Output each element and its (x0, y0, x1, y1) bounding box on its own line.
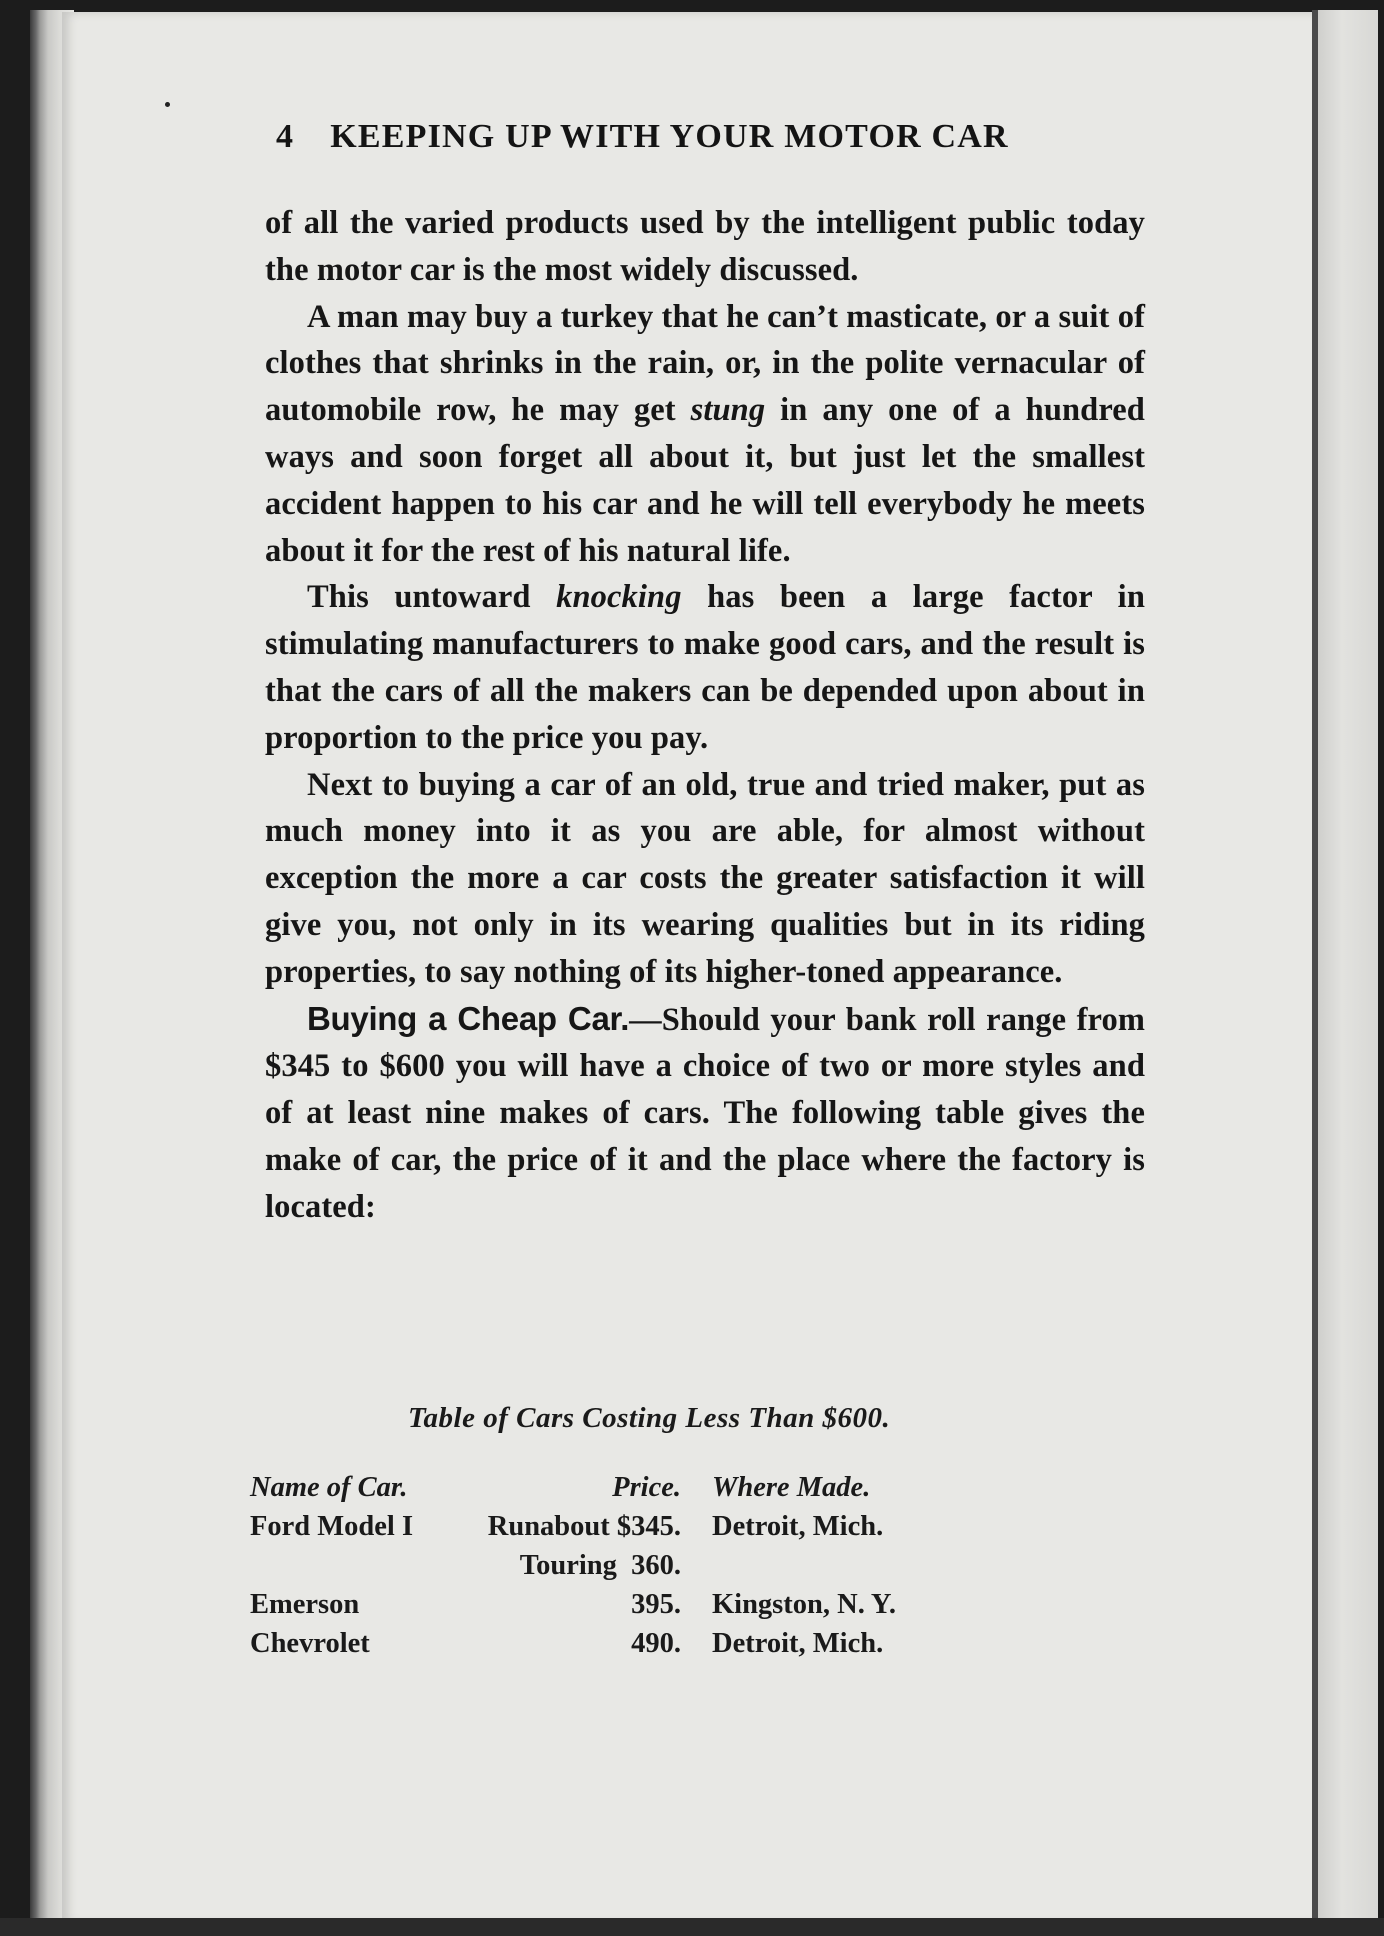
running-title: KEEPING UP WITH YOUR MOTOR CAR (330, 118, 1009, 155)
paragraph-3-italic: knocking (556, 579, 682, 616)
paragraph-1: of all the varied products used by the intelligent public today the motor car is the most widely discussed. (265, 205, 1145, 288)
car-where: Detroit, Mich. (712, 1511, 884, 1542)
paragraph-2-text-a: A man may buy a turkey that he can’t masticate, or a suit of clothes that shrinks in the rain, or, in the polite vernacular of automobile row, he may get (265, 298, 1145, 429)
car-price: Runabout $345. (487, 1511, 681, 1542)
table-row (250, 1550, 970, 1589)
car-name: Emerson (250, 1589, 360, 1620)
table-row (250, 1589, 970, 1628)
paragraph-2-text-b: in any one of a hundred ways and soon forget all about it, but just let the smallest accident happen to his car and he will tell everybody he meets about it for the rest of his natural life. (265, 392, 1145, 569)
car-name: Ford Model I (250, 1511, 414, 1542)
header-price: Price. (612, 1472, 681, 1503)
car-where: Detroit, Mich. (712, 1628, 884, 1659)
paragraph-3-text-b: has been a large factor in stimulating manufacturers to make good cars, and the result is that the cars of all the makers can be depended upon about in proportion to the price you pay. (265, 579, 1145, 756)
paragraph-3-text-a: This untoward (307, 579, 557, 616)
body-text (265, 200, 1145, 1231)
car-price: 395. (631, 1589, 681, 1620)
running-head (276, 118, 1126, 156)
paragraph-4: Next to buying a car of an old, true and tried maker, put as much money into it as you are able, for almost without exception the more a car costs the greater satisfaction it will give you, not only in its wearing qualities but in its riding properties, to say nothing of its higher-toned appearance. (265, 766, 1145, 990)
paragraph-2 (265, 294, 1145, 575)
page-number: 4 (276, 118, 295, 155)
header-name: Name of Car. (250, 1472, 408, 1503)
paragraph-5-text: —Should your bank roll range from $345 to $600 you will have a choice of two or more styles and of at least nine makes of cars. The following table gives the make of car, the price of it and the place where the factory is located: (265, 1001, 1145, 1225)
header-where: Where Made. (712, 1472, 871, 1503)
cars-table (250, 1472, 970, 1667)
car-name: Chevrolet (250, 1628, 370, 1659)
ink-speck (165, 102, 170, 107)
paragraph-3 (265, 574, 1145, 761)
paragraph-2-italic: stung (690, 392, 766, 429)
paragraph-5 (265, 996, 1145, 1231)
table-row (250, 1628, 970, 1667)
facing-page-strip (1318, 10, 1378, 1925)
section-heading: Buying a Cheap Car. (307, 999, 630, 1037)
car-price: Touring 360. (519, 1550, 681, 1581)
car-where: Kingston, N. Y. (712, 1589, 896, 1620)
table-title: Table of Cars Costing Less Than $600. (408, 1402, 891, 1434)
car-price: 490. (631, 1628, 681, 1659)
table-header-row (250, 1472, 970, 1511)
scan-bottom-edge (0, 1918, 1384, 1936)
table-row (250, 1511, 970, 1550)
